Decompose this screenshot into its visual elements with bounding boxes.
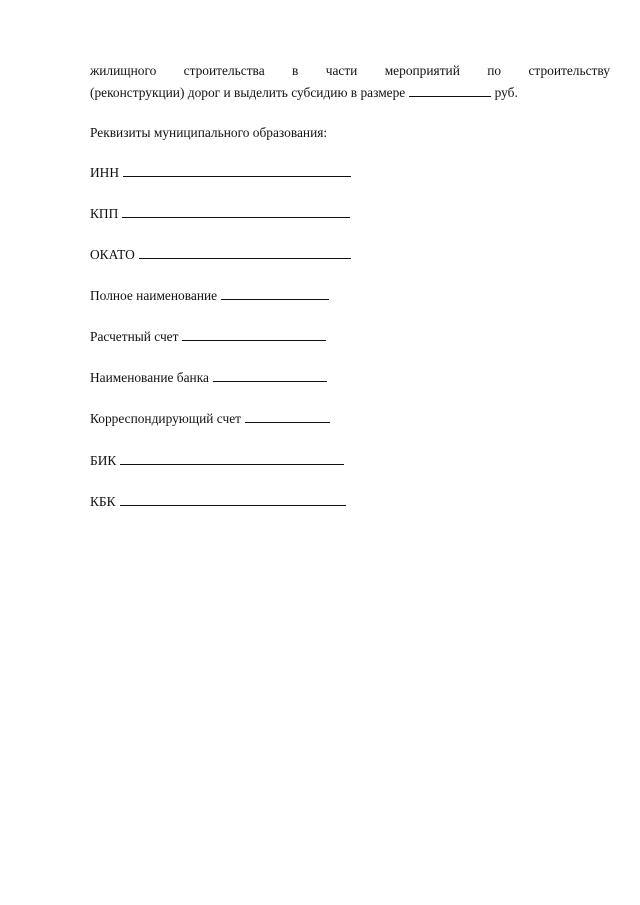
field-label: ОКАТО <box>90 247 135 262</box>
subsidy-amount-blank[interactable] <box>409 84 491 97</box>
field-kpp <box>90 205 350 223</box>
subsidy-paragraph <box>90 60 610 104</box>
field-kbk <box>90 493 346 511</box>
corr-account-blank[interactable] <box>245 410 330 423</box>
currency-label: руб. <box>494 85 518 100</box>
paragraph-line-2-text: (реконструкции) дорог и выделить субсидию в размере <box>90 85 406 100</box>
word: части <box>325 63 358 78</box>
field-label: КПП <box>90 206 119 221</box>
bank-name-blank[interactable] <box>213 369 327 382</box>
field-bank-name <box>90 369 327 387</box>
field-account <box>90 328 326 346</box>
field-full-name <box>90 287 329 305</box>
field-okato <box>90 246 351 264</box>
okato-blank[interactable] <box>139 246 351 259</box>
field-label: ИНН <box>90 165 120 180</box>
requisites-heading: Реквизиты муниципального образования: <box>90 125 328 140</box>
field-label: Расчетный счет <box>90 329 179 344</box>
word: по <box>487 63 502 78</box>
word: жилищного <box>90 63 157 78</box>
word: в <box>292 63 299 78</box>
field-inn <box>90 164 351 182</box>
kbk-blank[interactable] <box>120 493 346 506</box>
account-blank[interactable] <box>182 328 326 341</box>
field-label: Корреспондирующий счет <box>90 411 241 426</box>
bik-blank[interactable] <box>120 452 344 465</box>
field-bik <box>90 452 344 470</box>
field-label: Полное наименование <box>90 288 218 303</box>
field-label: БИК <box>90 453 117 468</box>
field-label: КБК <box>90 494 116 509</box>
kpp-blank[interactable] <box>122 205 350 218</box>
field-corr-account <box>90 410 330 428</box>
word: мероприятий <box>384 63 460 78</box>
full-name-blank[interactable] <box>221 287 329 300</box>
word: строительства <box>183 63 265 78</box>
inn-blank[interactable] <box>123 164 351 177</box>
word: строительству <box>528 63 610 78</box>
paragraph-line-1 <box>90 60 610 82</box>
field-label: Наименование банка <box>90 370 209 385</box>
paragraph-line-2 <box>90 82 610 104</box>
